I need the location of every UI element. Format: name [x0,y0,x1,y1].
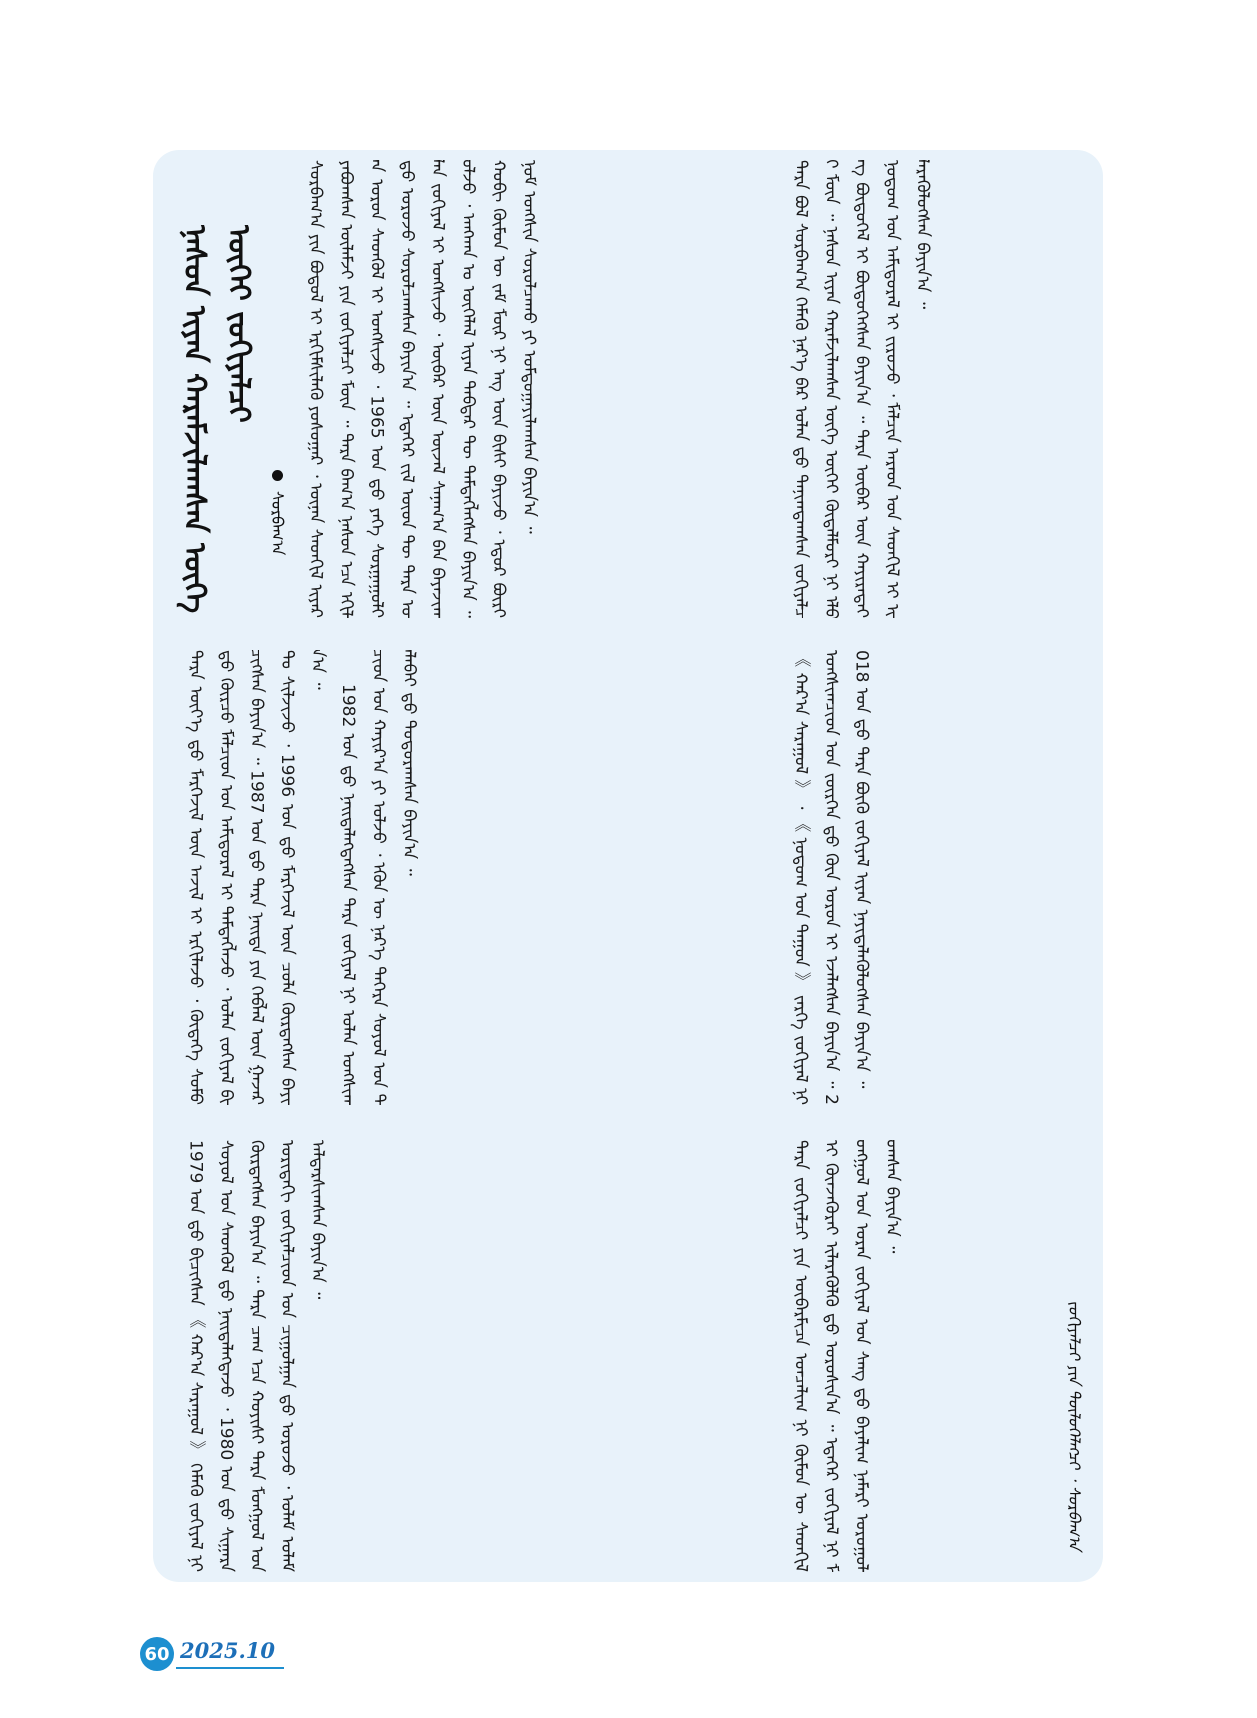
text-column-6 [785,1140,1090,1572]
paragraph: 1982 ᠣᠨ ᠳ᠋ᠤ ᠨᠡᠢᠲᠡᠯᠡᠭᠳᠡᠭᠰᠡᠨ ᠲᠡᠷᠡ ᠵᠣᠬᠢᠶᠠᠯ ᠨᠢ ᠣᠯᠠᠨ ᠤᠩᠰᠢᠭᠴᠢᠳ ᠤᠨ ᠬᠠᠶᠢᠷ᠎ᠠ ᠶᠢ ᠣᠯᠵᠤ ᠂ ᠡᠭᠦᠨ ᠦ ᠨᠡᠷ᠎ᠡ ᠳᠡᠭᠡᠷᠡ ᠰᠣᠶᠣᠯ ᠤᠨ ᠲᠠᠯᠠᠪᠠᠢ ᠳ᠋ᠤ ᠲᠣᠳᠣᠷᠠᠭᠰᠠᠨ ᠪᠠᠶᠢᠨ᠎ᠠ ᠃ [338,650,419,1105]
text-column-4 [785,160,1090,618]
text-column-5 [785,650,1090,1105]
paragraph: ᠰᠤᠷᠪᠠᠭ᠎ᠠ ᠶᠢᠨ ᠪᠣᠳᠣᠯ ᠢ ᠡᠷᠬᠢᠮᠰᠢᠯᠡᠬᠦ ᠶᠣᠰᠣᠭᠠᠷ ᠂ ᠦᠨᠡᠨ ᠰᠡᠳᠬᠢᠯ ᠢᠶᠠᠷ ᠶᠠᠪᠤᠭᠰᠠᠨ ᠦᠯᠡᠮᠵᠢ ᠶᠢᠨ ᠵᠣᠬᠢᠶᠠᠯᠴᠢ ᠮᠥᠨ ᠃ ᠲᠡᠷᠡ ᠪᠠᠭ᠎ᠠ ᠨᠠᠰᠤᠨ ᠡᠴᠡ ᠡᠬᠢᠯᠡᠨ ᠤᠷᠤᠨ ᠰᠡᠳᠬᠦᠯ ᠢ ᠤᠩᠰᠢᠵᠤ ᠂ 1965 ᠣᠨ ᠳ᠋ᠤ ᠶᠡᠬᠡ ᠰᠤᠷᠭᠠᠭᠤᠯᠢ ᠳ᠋ᠤ ᠣᠷᠣᠵᠤ ᠰᠤᠷᠤᠯᠴᠠᠭᠰᠠᠨ ᠪᠠᠶᠢᠨ᠎ᠠ ᠃ ᠡᠳᠡᠭᠡᠷ ᠵᠢᠯ ᠦᠳ ᠲᠦ ᠲᠡᠷᠡ ᠣᠯᠠᠨ ᠵᠣᠬᠢᠶᠠᠯ ᠢ ᠤᠩᠰᠢᠵᠤ ᠂ ᠥᠪᠡᠷ ᠦᠨ ᠦᠵᠡᠯ ᠰᠠᠨᠠᠭ᠎ᠠ ᠪᠠᠨ ᠪᠠᠶᠠᠵᠢᠭᠤᠯᠵᠤ ᠂ ᠠᠩᠬᠠᠨ ᠤ ᠦᠭᠡᠯᠡᠯ ᠢᠶᠡᠨ ᠳᠡᠪᠲᠡᠷ ᠲᠦ ᠲᠡᠮᠳᠡᠭᠯᠡᠭᠰᠡᠨ ᠪᠠᠶᠢᠨ᠎ᠠ ᠃ ᠬᠤᠪᠢ ᠬᠥᠮᠦᠨ ᠦ ᠵᠠᠮ ᠮᠥᠷ ᠨᠢ ᠡᠩ ᠦᠨ ᠪᠢᠰᠢ ᠪᠠᠶᠢᠵᠤ ᠂ ᠡᠳᠦᠷ ᠪᠦᠷᠢ ᠨᠣᠮ ᠤᠩᠰᠢᠨ ᠰᠤᠷᠤᠯᠴᠠᠬᠤ ᠶᠢ ᠤᠮᠳᠤᠭᠠᠶᠢᠯᠠᠭᠰᠠᠨ ᠪᠠᠶᠢᠨ᠎ᠠ ᠃ [305,160,539,618]
paragraph: ᠲᠡᠷᠡ ᠪᠣᠯ ᠰᠤᠷᠪᠠᠭ᠎ᠠ ᠬᠡᠮᠡᠬᠦ ᠨᠡᠷ᠎ᠡ ᠪᠡᠷ ᠣᠯᠠᠨ ᠳ᠋ᠤ ᠲᠠᠨᠢᠭᠳᠠᠭᠰᠠᠨ ᠵᠣᠬᠢᠶᠠᠯᠴᠢ ᠮᠥᠨ ᠃ ᠨᠠᠰᠤᠨ ᠢᠶᠠᠨ ᠬᠠᠷᠠᠮᠵᠢᠯᠠᠭᠰᠠᠨ ᠦᠭᠡ ᠦᠭᠡᠢ ᠬᠥᠳᠡᠯᠮᠦᠷᠢ ᠨᠢ ᠡᠯᠪᠡᠭ ᠪᠦᠲᠦᠭᠡᠯ ᠢ ᠪᠦᠲᠦᠭᠡᠭᠰᠡᠨ ᠪᠠᠶᠢᠨ᠎ᠠ ᠃ ᠲᠡᠷᠡ ᠥᠪᠡᠷ ᠦᠨ ᠬᠠᠶᠢᠷᠠᠲᠠᠢ ᠨᠤᠲᠤᠭ ᠤᠨ ᠠᠮᠢᠳᠤᠷᠠᠯ ᠢ ᠵᠢᠷᠤᠵᠤ ᠂ ᠮᠠᠯᠴᠢᠨ ᠠᠷᠠᠳ ᠤᠨ ᠰᠡᠳᠬᠢᠯ ᠢ ᠢᠯᠡᠷᠡᠭᠦᠯᠦᠭᠰᠡᠨ ᠪᠠᠶᠢᠨ᠎ᠠ ᠃ [790,160,933,618]
author-line [262,470,292,600]
text-column-3 [180,1140,770,1572]
paragraph: 1979 ᠣᠨ ᠳ᠋ᠤ ᠪᠢᠴᠢᠭᠰᠡᠨ 《 ᠬᠠᠷ᠎ᠠ ᠰᠠᠷᠠᠭᠤᠯ 》 ᠬᠡᠮᠡᠬᠦ ᠵᠣᠬᠢᠶᠠᠯ ᠨᠢ ᠰᠣᠶᠣᠯ ᠤᠨ ᠰᠡᠳᠬᠦᠯ ᠳ᠋ᠤ ᠨᠡᠢᠲᠡᠯᠡᠭᠳᠡᠵᠦ ᠂ 1980 ᠣᠨ ᠳ᠋ᠤ ᠰᠢᠭᠠᠷᠠ ᠬᠦᠷᠲᠡᠭᠰᠡᠨ ᠪᠠᠶᠢᠨ᠎ᠠ ᠃ ᠲᠡᠷᠡ ᠴᠠᠭ ᠡᠴᠡ ᠬᠣᠶᠢᠰᠢ ᠲᠡᠷᠡ ᠮᠣᠩᠭᠣᠯ ᠤᠨ ᠤᠷᠢᠳᠠᠬᠢ ᠵᠣᠬᠢᠶᠠᠯᠴᠢᠳ ᠤᠨ ᠴᠢᠭᠤᠯᠭᠠᠨ ᠳ᠋ᠤ ᠣᠷᠣᠵᠤ ᠂ ᠤᠯᠠᠮ ᠤᠯᠠᠮ ᠠᠯᠳᠠᠷᠰᠢᠭᠰᠠᠨ ᠪᠠᠶᠢᠨ᠎ᠠ ᠃ [185,1140,328,1572]
paragraph: ᠲᠡᠷᠡ ᠦᠶ᠎ᠡ ᠳ᠋ᠤ ᠮᠡᠷᠭᠡᠵᠢᠯ ᠦᠨ ᠠᠵᠢᠯ ᠢ ᠡᠷᠬᠢᠯᠡᠵᠦ ᠂ ᠬᠥᠳᠡᠭᠡ ᠰᠤᠮᠤ ᠳ᠋ᠤ ᠬᠦᠷᠴᠦ ᠮᠠᠯᠴᠢᠳ ᠤᠨ ᠠᠮᠢᠳᠤᠷᠠᠯ ᠢ ᠲᠡᠮᠳᠡᠭᠯᠡᠵᠦ ᠂ ᠣᠯᠠᠨ ᠵᠣᠬᠢᠶᠠᠯ ᠪᠢᠴᠢᠭᠰᠡᠨ ᠪᠠᠶᠢᠨ᠎ᠠ ᠃ 1987 ᠣᠨ ᠳ᠋ᠤ ᠲᠡᠷᠡ ᠨᠡᠢᠲᠡ ᠶᠢᠨ ᠬᠡᠪᠯᠡᠯ ᠦᠨ ᠭᠠᠵᠠᠷ ᠲᠤ ᠰᠢᠯᠵᠢᠵᠦ ᠂ 1996 ᠣᠨ ᠳ᠋ᠤ ᠮᠡᠷᠭᠡᠵᠢᠯ ᠦᠨ ᠴᠣᠯᠠ ᠬᠦᠷᠲᠡᠭᠰᠡᠨ ᠪᠠᠶᠢᠨ᠎ᠠ ᠃ [185,650,328,1105]
paragraph: ᠲᠡᠷᠡ ᠵᠣᠬᠢᠶᠠᠯᠴᠢ ᠶᠢᠨ ᠥᠪᠡᠷᠮᠢᠴᠡ ᠣᠨᠴᠠᠯᠢᠭ ᠨᠢ ᠬᠦᠮᠦᠨ ᠦ ᠰᠡᠳᠬᠢᠯ ᠢ ᠭᠦᠨᠵᠡᠭᠦᠷᠡᠢ ᠢᠯᠡᠷᠡᠭᠦᠯᠬᠦ ᠳ᠋ᠤ ᠣᠷᠣᠰᠢᠨ᠎ᠠ ᠃ ᠡᠳᠡᠭᠡᠷ ᠵᠣᠬᠢᠶᠠᠯ ᠨᠢ ᠮᠣᠩᠭᠣᠯ ᠤᠨ ᠤᠷᠠᠨ ᠵᠣᠬᠢᠶᠠᠯ ᠤᠨ ᠰᠠᠩ ᠳ᠋ᠤ ᠪᠠᠶᠠᠯᠢᠭ ᠨᠡᠮᠡᠷᠢ ᠣᠷᠤᠭᠤᠯᠤᠭᠰᠠᠨ ᠪᠠᠶᠢᠨ᠎ᠠ ᠃ [790,1140,902,1572]
author-name: ᠰᠤᠷᠪᠠᠭ᠎ᠠ [268,491,287,556]
bullet-icon [272,470,283,481]
paragraph: 《 ᠬᠠᠷ᠎ᠠ ᠰᠠᠷᠠᠭᠤᠯ 》 ᠂ 《 ᠨᠤᠲᠤᠭ ᠤᠨ ᠳᠠᠭᠤᠨ 》 ᠵᠡᠷᠭᠡ ᠵᠣᠬᠢᠶᠠᠯ ᠨᠢ ᠤᠩᠰᠢᠭᠴᠢᠳ ᠤᠨ ᠵᠦᠷᠬᠡᠨ ᠳ᠋ᠤ ᠭᠦᠨ ᠣᠷᠣᠨ ᠢ ᠡᠵᠡᠯᠡᠭᠰᠡᠨ ᠪᠠᠶᠢᠨ᠎ᠠ ᠃ 2018 ᠣᠨ ᠳ᠋ᠤ ᠲᠡᠷᠡ ᠪᠦᠬᠦ ᠵᠣᠬᠢᠶᠠᠯ ᠢᠶᠠᠨ ᠨᠡᠶᠢᠲᠡᠯᠡᠭᠦᠯᠦᠭᠰᠡᠨ ᠪᠠᠶᠢᠨ᠎ᠠ ᠃ [790,650,872,1105]
text-column-2 [180,650,770,1105]
issue-label: 2025.10 [180,1638,275,1663]
page-number: 60 [140,1637,174,1671]
article-signature: ᠵᠣᠬᠢᠶᠠᠯᠴᠢ ᠶᠢᠨ ᠲᠥᠯᠦᠭᠡᠯᠡᠭᠴᠢ ᠂ ᠰᠤᠷᠪᠠᠭ᠎ᠠ [1065,1300,1084,1550]
article-title: ᠨᠠᠰᠤᠨ ᠢᠶᠠᠨ ᠬᠠᠷᠠᠮᠵᠢᠯᠠᠭᠰᠠᠨ ᠦᠭᠡ ᠦᠭᠡᠢ ᠵᠣᠬᠢᠶᠠᠯᠴᠢ [177,225,256,614]
text-column-1 [300,160,770,618]
issue-underline [176,1667,284,1669]
